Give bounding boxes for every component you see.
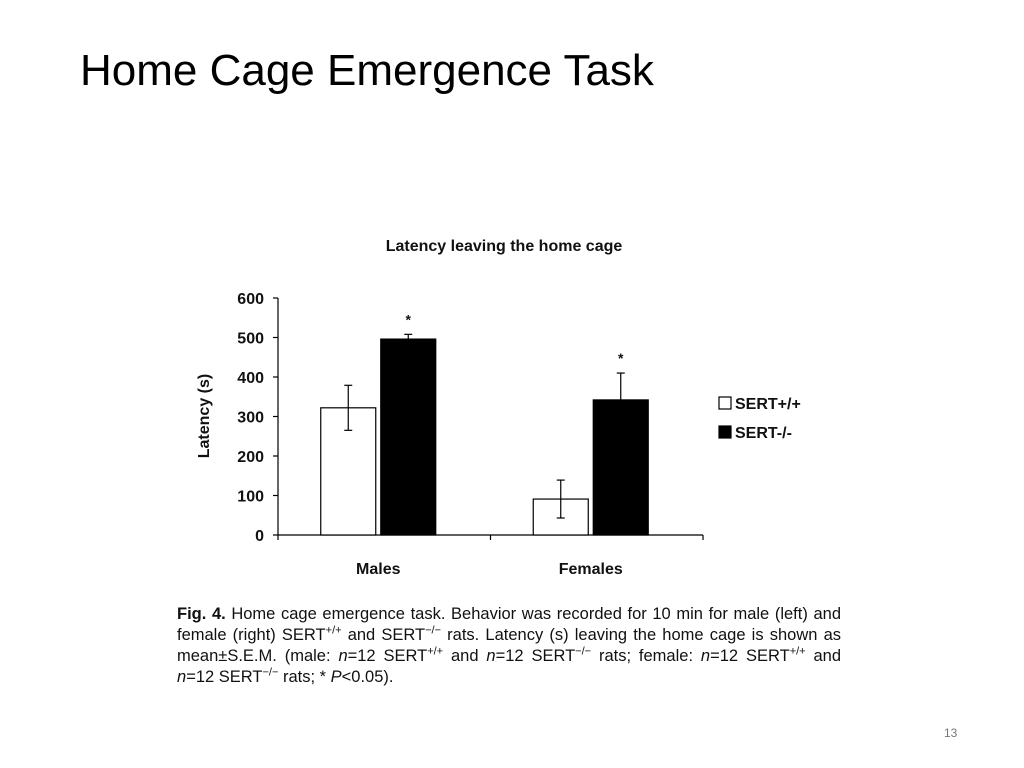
caption-text: =12 SERT (347, 647, 428, 665)
caption-text: rats. Latency (s) leaving the home cage is shown as mean±S.E.M. (male: (177, 626, 842, 665)
caption-text: <0.05). (341, 668, 394, 686)
slide-title: Home Cage Emergence Task (80, 46, 654, 95)
caption-italic: n (700, 647, 711, 665)
significance-marker: * (618, 350, 624, 367)
caption-italic: n (177, 668, 187, 686)
y-tick-label: 300 (237, 409, 264, 427)
legend-label: SERT+/+ (735, 396, 801, 413)
y-tick-label: 600 (237, 291, 264, 308)
page-number: 13 (944, 726, 958, 740)
y-axis-label: Latency (s) (196, 373, 213, 459)
legend-label: SERT-/- (735, 425, 792, 442)
caption-text: =12 SERT (495, 647, 576, 665)
y-tick-label: 500 (237, 330, 264, 348)
y-tick-label: 400 (237, 370, 264, 387)
caption-text: =12 SERT (186, 668, 263, 686)
caption-label: Fig. 4. (177, 605, 226, 623)
caption-text: rats; * (278, 668, 331, 686)
figure-caption (177, 604, 841, 688)
caption-text: and (443, 647, 487, 665)
y-tick-label: 100 (237, 488, 264, 506)
x-tick-label: Males (356, 561, 401, 578)
legend (719, 396, 801, 442)
caption-superscript: +/+ (789, 645, 806, 658)
caption-superscript: −/− (262, 666, 279, 679)
y-tick-label: 0 (255, 528, 264, 545)
bar (593, 400, 648, 535)
legend-swatch (719, 426, 731, 438)
caption-superscript: +/+ (427, 645, 444, 658)
caption-superscript: −/− (575, 645, 592, 658)
caption-superscript: +/+ (325, 624, 342, 637)
caption-text: and (805, 647, 842, 665)
significance-marker: * (405, 311, 411, 328)
caption-italic: n (486, 647, 496, 665)
bar (381, 339, 436, 535)
caption-italic: P (330, 668, 342, 686)
caption-text: and SERT (341, 626, 426, 644)
caption-italic: n (338, 647, 348, 665)
x-tick-label: Females (558, 561, 623, 578)
plot-area (237, 291, 703, 578)
y-tick-label: 200 (237, 449, 264, 466)
caption-superscript: −/− (425, 624, 442, 637)
caption-text: =12 SERT (710, 647, 790, 665)
legend-swatch (719, 397, 731, 409)
chart-title: Latency leaving the home cage (385, 238, 623, 255)
caption-text: Home cage emergence task. Behavior was recorded for 10 min for male (left) and female (right) SERT (177, 605, 841, 644)
caption-text: rats; female: (591, 647, 701, 665)
